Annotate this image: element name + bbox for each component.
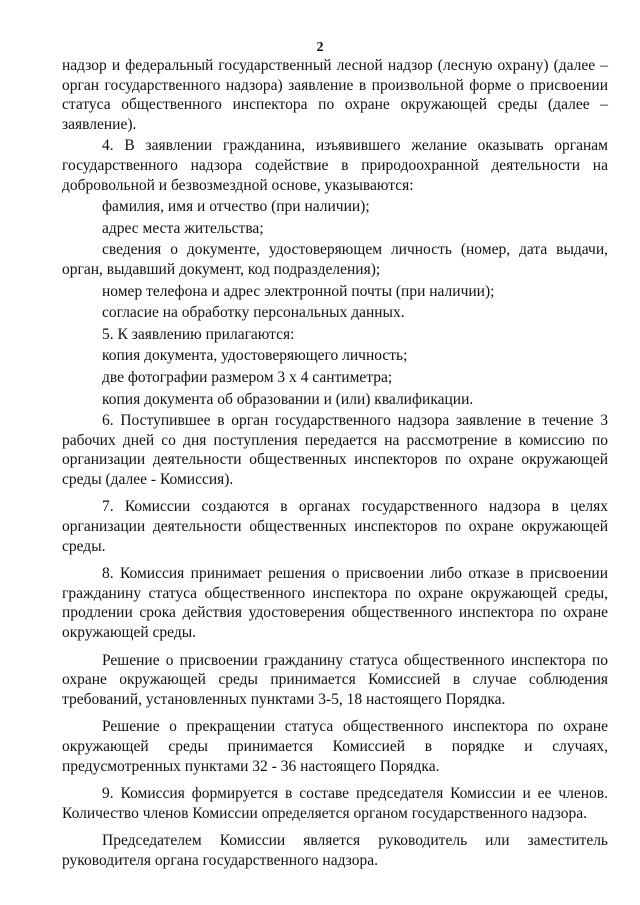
paragraph-item-8: 8. Комиссия принимает решения о присвоении либо отказе в присвоении гражданину статуса общественного инспектора по охране окружающей среды, продлении срока действия удостоверения общественного инспектора по охране окружающей среды. <box>62 565 608 642</box>
paragraph-continuation: надзор и федеральный государственный лесной надзор (лесную охрану) (далее – орган государственного надзора) заявление в произвольной форме о присвоении статуса общественного инспектора по охране окружающей среды (далее – заявление). <box>62 57 608 133</box>
list-item: адрес места жительства; <box>102 219 264 237</box>
paragraph-decision-terminate: Решение о прекращении статуса общественного инспектора по охране окружающей среды принимается Комиссией в порядке и случаях, предусмотренных пунктами 32 - 36 настоящего Порядка. <box>62 718 608 775</box>
paragraph-decision-grant: Решение о присвоении гражданину статуса общественного инспектора по охране окружающей среды принимается Комиссией в случае соблюдения требований, установленных пунктами 3-5, 18 настоящего Порядка. <box>62 651 608 708</box>
page-number: 2 <box>316 40 324 55</box>
list-item: фамилия, имя и отчество (при наличии); <box>102 198 370 216</box>
paragraph-chairman: Председателем Комиссии является руководитель или заместитель руководителя органа государственного надзора. <box>62 832 608 869</box>
list-item: две фотографии размером 3 х 4 сантиметра; <box>102 368 393 386</box>
document-body <box>62 56 608 873</box>
list-item: копия документа об образовании и (или) квалификации. <box>102 390 474 408</box>
paragraph-item-7: 7. Комиссии создаются в органах государственного надзора в целях организации деятельности общественных инспекторов по охране окружающей среды. <box>62 498 608 555</box>
paragraph-item-9: 9. Комиссия формируется в составе председателя Комиссии и ее членов. Количество членов Комиссии определяется органом государственного надзора. <box>62 785 608 822</box>
list-item: копия документа, удостоверяющего личность; <box>102 347 408 365</box>
list-item: номер телефона и адрес электронной почты (при наличии); <box>102 282 495 300</box>
paragraph-item-4: 4. В заявлении гражданина, изъявившего желание оказывать органам государственного надзора содействие в природоохранной деятельности на добровольной и безвозмездной основе, указываются: <box>62 137 608 194</box>
paragraph-item-5: 5. К заявлению прилагаются: <box>102 325 295 343</box>
list-item: сведения о документе, удостоверяющем личность (номер, дата выдачи, орган, выдавший документ, код подразделения); <box>62 241 608 278</box>
list-item: согласие на обработку персональных данных. <box>102 304 405 322</box>
paragraph-item-6: 6. Поступившее в орган государственного надзора заявление в течение 3 рабочих дней со дня поступления передается на рассмотрение в комиссию по организации деятельности общественных инспекторов по охране окружающей среды (далее - Комиссия). <box>62 412 608 488</box>
